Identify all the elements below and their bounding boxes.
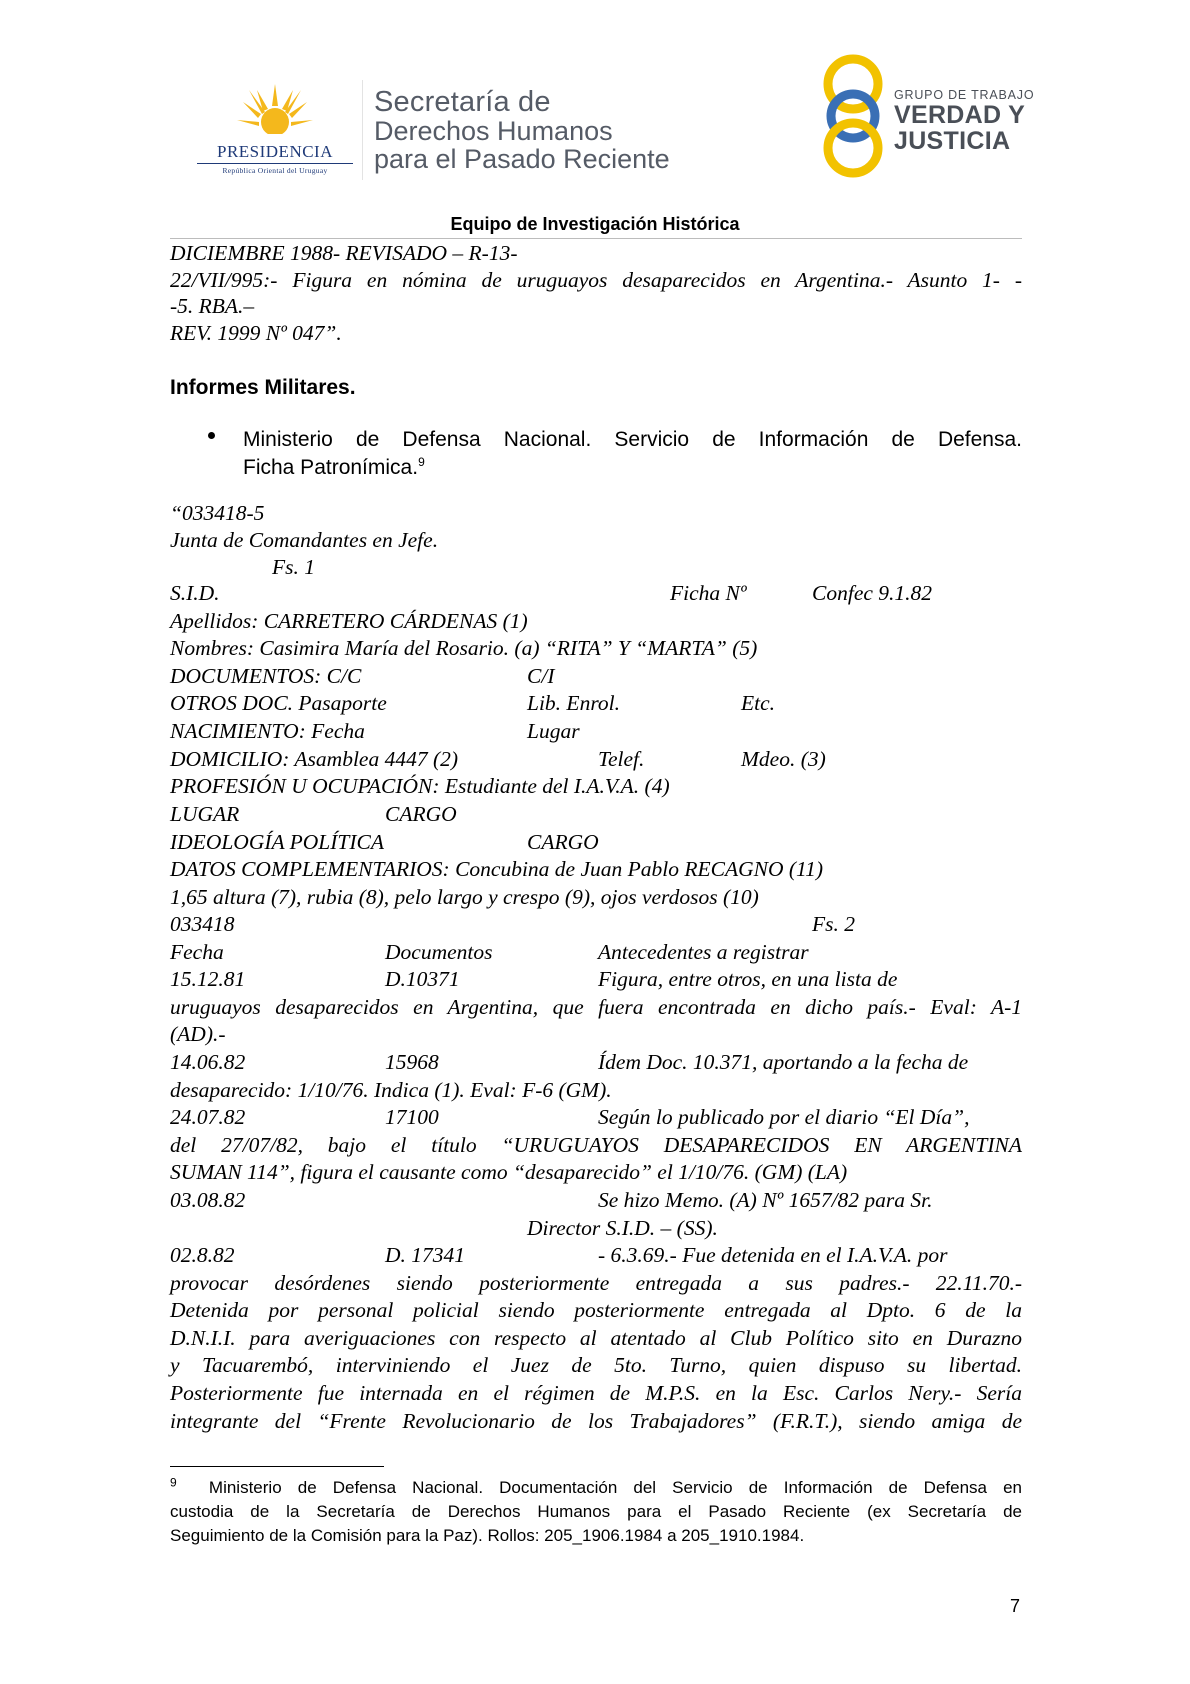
presidencia-subtitle: República Oriental del Uruguay [222, 166, 328, 175]
ficha-fs1: Fs. 1 [272, 555, 315, 579]
entry-text: Se hizo Memo. (A) Nº 1657/82 para Sr. [598, 1188, 933, 1212]
entry-text: y Tacuarembó, interviniendo el Juez de 5to. Turno, quien dispuso su libertad. [170, 1353, 1022, 1377]
team-title: Equipo de Investigación Histórica [450, 214, 740, 234]
presidencia-logo [195, 78, 355, 178]
column-header-documentos: Documentos [385, 940, 493, 964]
ficha-nacimiento: NACIMIENTO: Fecha [170, 719, 365, 743]
ficha-telef: Telef. [598, 747, 645, 771]
ficha-no-label: Ficha Nº [670, 581, 747, 605]
footnote-line-2: custodia de la Secretaría de Derechos Humanos para el Pasado Reciente (ex Secretaría de [170, 1502, 1022, 1521]
entry-text: SUMAN 114”, figura el causante como “desaparecido” el 1/10/76. (GM) (LA) [170, 1160, 848, 1184]
ficha-nombres: Nombres: Casimira María del Rosario. (a) “RITA” Y “MARTA” (5) [170, 636, 758, 660]
footnote-line-1 [170, 1476, 1022, 1500]
bullet-line-2 [243, 454, 425, 482]
entry-date: 15.12.81 [170, 967, 246, 991]
footnote-rule [170, 1466, 384, 1467]
entry-text: uruguayos desaparecidos en Argentina, que fuera encontrada en dicho país.- Eval: A-1 [170, 995, 1022, 1019]
ficha-ideologia: IDEOLOGÍA POLÍTICA [170, 830, 385, 854]
secretaria-line-1: Secretaría de [374, 86, 551, 118]
intro-line: -5. RBA.– [170, 294, 255, 318]
logo-divider [362, 80, 363, 180]
entry-text: del 27/07/82, bajo el título “URUGUAYOS DESAPARECIDOS EN ARGENTINA [170, 1133, 1022, 1157]
secretaria-logo-text [374, 88, 670, 173]
ficha-cargo-1: CARGO [385, 802, 457, 826]
footnote-number: 9 [170, 1475, 177, 1490]
grupo-logo-text [894, 88, 1034, 154]
ficha-lib-enrol: Lib. Enrol. [527, 691, 620, 715]
ficha-datos-complementarios: DATOS COMPLEMENTARIOS: Concubina de Juan Pablo RECAGNO (11) [170, 857, 824, 881]
entry-text: D.N.I.I. para averiguaciones con respecto al atentado al Club Político sito en Durazno [170, 1326, 1022, 1350]
footnote-line-1-text: Ministerio de Defensa Nacional. Documentación del Servicio de Información de Defensa en [208, 1478, 1022, 1497]
ficha-mdeo: Mdeo. (3) [741, 747, 826, 771]
ficha-junta: Junta de Comandantes en Jefe. [170, 528, 439, 552]
secretaria-line-2: Derechos Humanos [374, 116, 613, 146]
column-header-fecha: Fecha [170, 940, 224, 964]
entry-doc: D. 17341 [385, 1243, 466, 1267]
entry-text: Según lo publicado por el diario “El Día”, [598, 1105, 970, 1129]
ficha-lugar-nac: Lugar [527, 719, 580, 743]
entry-doc: D.10371 [385, 967, 460, 991]
entry-text: Ídem Doc. 10.371, aportando a la fecha de [598, 1050, 969, 1074]
entry-date: 03.08.82 [170, 1188, 246, 1212]
entry-text: Figura, entre otros, en una lista de [598, 967, 898, 991]
presidencia-label: PRESIDENCIA [216, 142, 333, 161]
intro-line: REV. 1999 Nº 047”. [170, 321, 342, 345]
entry-date: 24.07.82 [170, 1105, 246, 1129]
bullet-line-2-text: Ficha Patronímica. [243, 456, 419, 479]
column-header-antecedentes: Antecedentes a registrar [598, 940, 809, 964]
ficha-cargo-2: CARGO [527, 830, 599, 854]
footnote-line-3: Seguimiento de la Comisión para la Paz). Rollos: 205_1906.1984 a 205_1910.1984. [170, 1526, 805, 1545]
entry-date: 02.8.82 [170, 1243, 235, 1267]
entry-text: provocar desórdenes siendo posteriormente entregada a sus padres.- 22.11.70.- [170, 1271, 1022, 1295]
entry-date: 14.06.82 [170, 1050, 246, 1074]
ficha-fisico: 1,65 altura (7), rubia (8), pelo largo y crespo (9), ojos verdosos (10) [170, 885, 759, 909]
ficha-apellidos: Apellidos: CARRETERO CÁRDENAS (1) [170, 609, 528, 633]
ficha-number-2: 033418 [170, 912, 235, 936]
rings-logo-icon [818, 54, 888, 178]
entry-text: desaparecido: 1/10/76. Indica (1). Eval: F-6 (GM). [170, 1078, 612, 1102]
ficha-confec: Confec 9.1.82 [812, 581, 933, 605]
secretaria-line-3: para el Pasado Reciente [374, 144, 670, 174]
entry-doc: 15968 [385, 1050, 439, 1074]
intro-line: DICIEMBRE 1988- REVISADO – R-13- [170, 241, 518, 265]
ficha-profesion: PROFESIÓN U OCUPACIÓN: Estudiante del I.A.V.A. (4) [170, 774, 670, 798]
grupo-line-1: GRUPO DE TRABAJO [894, 88, 1035, 102]
ficha-ci: C/I [527, 664, 555, 688]
bullet-line-1: Ministerio de Defensa Nacional. Servicio de Información de Defensa. [243, 428, 1022, 451]
grupo-line-2: VERDAD Y [894, 101, 1026, 129]
entry-text: - 6.3.69.- Fue detenida en el I.A.V.A. por [598, 1243, 948, 1267]
bullet-dot-icon [208, 432, 215, 439]
ficha-fs2: Fs. 2 [812, 912, 855, 936]
entry-doc: 17100 [385, 1105, 439, 1129]
ficha-domicilio: DOMICILIO: Asamblea 4447 (2) [170, 747, 459, 771]
section-title: Informes Militares. [170, 376, 356, 399]
entry-text: Detenida por personal policial siendo posteriormente entregada al Dpto. 6 de la [170, 1298, 1022, 1322]
ficha-number: “033418-5 [170, 501, 265, 525]
ficha-lugar: LUGAR [170, 802, 240, 826]
page-number: 7 [1010, 1596, 1021, 1616]
entry-text: Director S.I.D. – (SS). [527, 1216, 718, 1240]
ficha-sid: S.I.D. [170, 581, 220, 605]
header-rule [170, 238, 1022, 239]
presidencia-rule [197, 163, 353, 164]
grupo-line-3: JUSTICIA [894, 127, 1011, 155]
footnote-ref[interactable]: 9 [418, 455, 425, 469]
entry-text: Posteriormente fue internada en el régimen de M.P.S. en la Esc. Carlos Nery.- Sería [170, 1381, 1022, 1405]
ficha-otros-doc: OTROS DOC. Pasaporte [170, 691, 387, 715]
sun-icon [237, 84, 313, 144]
entry-text: integrante del “Frente Revolucionario de los Trabajadores” (F.R.T.), siendo amiga de [170, 1409, 1022, 1433]
ficha-documentos: DOCUMENTOS: C/C [170, 664, 362, 688]
entry-text: (AD).- [170, 1022, 226, 1046]
ficha-etc: Etc. [741, 691, 776, 715]
intro-line: 22/VII/995:- Figura en nómina de uruguayos desaparecidos en Argentina.- Asunto 1- - [170, 268, 1022, 292]
